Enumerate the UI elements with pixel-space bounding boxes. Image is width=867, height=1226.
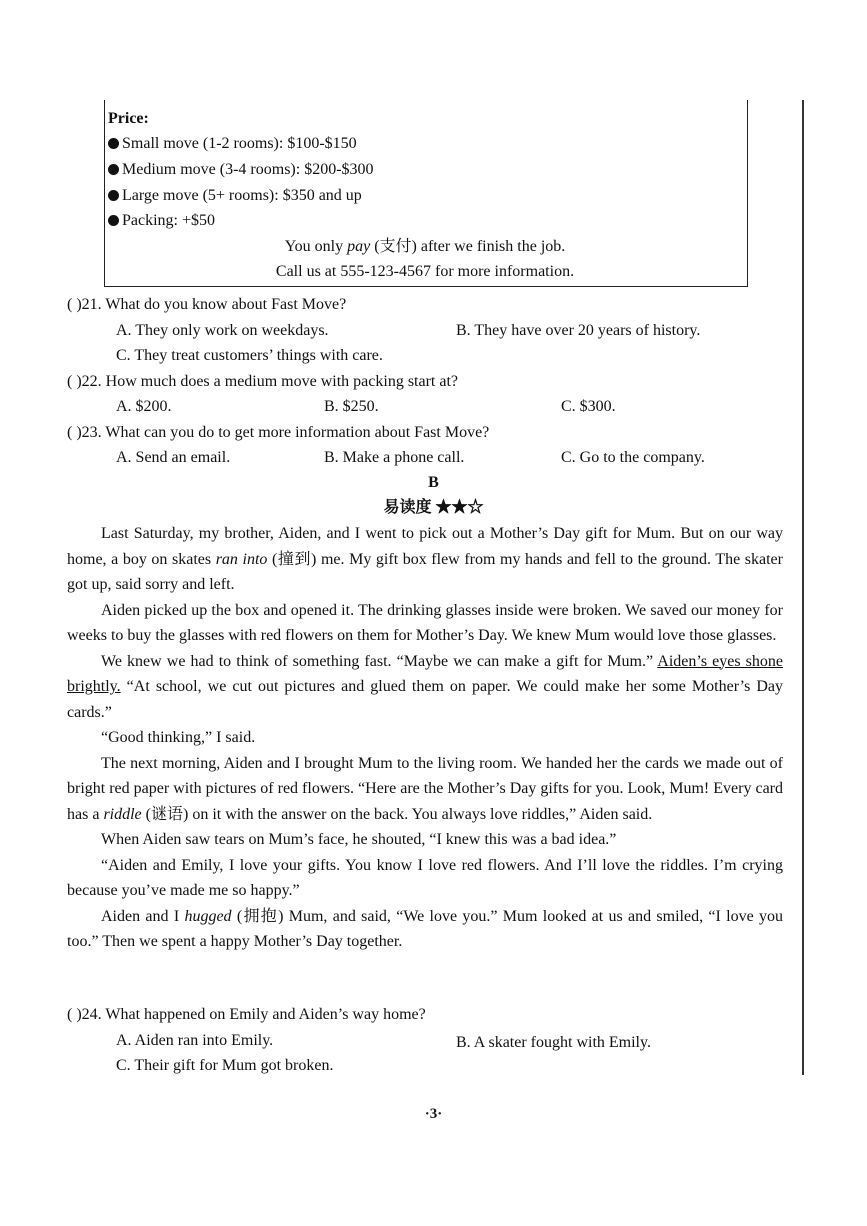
section-letter: B [428, 474, 439, 491]
story-paragraph: We knew we had to think of something fast. “Maybe we can make a gift for Mum.” Aiden’s eyes shone brightly. “At school, we cut out pictures and glued them on paper. We could make her some Mother’s Day cards.” [67, 652, 784, 721]
story-paragraph: “Aiden and Emily, I love your gifts. You know I love red flowers. And I’ll love the riddles. I’m crying because you’ve made me so happy.” [67, 856, 783, 899]
price-item: Packing: +$50 [108, 210, 215, 232]
question-23-stem: ( )23. What can you do to get more information about Fast Move? [67, 424, 490, 441]
question-21-stem: ( )21. What do you know about Fast Move? [67, 296, 347, 313]
price-item: Medium move (3-4 rooms): $200-$300 [108, 159, 374, 181]
question-21-option-c: C. They treat customers’ things with care. [116, 347, 383, 364]
margin-line [802, 100, 804, 1075]
question-23-option-a: A. Send an email. [116, 449, 231, 466]
story-text [67, 521, 783, 955]
question-21-option-a: A. They only work on weekdays. [116, 322, 329, 339]
story-paragraph: Last Saturday, my brother, Aiden, and I went to pick out a Mother’s Day gift for Mum. But on our way home, a boy on skates ran into (撞到) me. My gift box flew from my hands and fell to the ground. The skater got up, said sorry and left. [67, 525, 783, 593]
page-number: ·3· [424, 1106, 443, 1122]
question-23-option-b: B. Make a phone call. [324, 449, 465, 466]
question-24-option-c: C. Their gift for Mum got broken. [116, 1057, 334, 1074]
price-heading: Price: [108, 110, 149, 127]
question-21-option-b: B. They have over 20 years of history. [456, 322, 701, 339]
question-22-stem: ( )22. How much does a medium move with packing start at? [67, 373, 459, 390]
bullet-icon [108, 190, 119, 201]
bullet-icon [108, 138, 119, 149]
call-note: Call us at 555-123-4567 for more information. [275, 263, 575, 280]
price-item: Large move (5+ rooms): $350 and up [108, 185, 362, 207]
bullet-icon [108, 164, 119, 175]
question-23-option-c: C. Go to the company. [561, 449, 705, 466]
question-24-stem: ( )24. What happened on Emily and Aiden’s way home? [67, 1006, 426, 1023]
story-paragraph: Aiden picked up the box and opened it. The drinking glasses inside were broken. We saved our money for weeks to buy the glasses with red flowers on them for Mother’s Day. We knew Mum would love those glasses. [67, 601, 783, 644]
bullet-icon [108, 215, 119, 226]
question-22-option-c: C. $300. [561, 398, 616, 415]
story-paragraph: When Aiden saw tears on Mum’s face, he shouted, “I knew this was a bad idea.” [101, 831, 617, 848]
question-22-option-a: A. $200. [116, 398, 172, 415]
price-item: Small move (1-2 rooms): $100-$150 [108, 133, 357, 155]
story-paragraph: The next morning, Aiden and I brought Mum to the living room. We handed her the cards we made out of bright red paper with pictures of red flowers. “Here are the Mother’s Day gifts for you. Look, Mum! Every card has a riddle (谜语) on it with the answer on the back. You always love riddles,” Aiden said. [67, 754, 783, 823]
question-24-option-a: A. Aiden ran into Emily. [116, 1032, 274, 1049]
difficulty-rating: 易读度 ★★☆ [383, 499, 484, 516]
story-paragraph: Aiden and I hugged (拥抱) Mum, and said, “We love you.” Mum looked at us and smiled, “I love you too.” Then we spent a happy Mother’s Day together. [67, 907, 783, 950]
pay-note: You only pay (支付) after we finish the job. [284, 238, 566, 255]
question-22-option-b: B. $250. [324, 398, 379, 415]
story-paragraph: “Good thinking,” I said. [101, 729, 256, 746]
question-24-option-b: B. A skater fought with Emily. [456, 1034, 651, 1051]
